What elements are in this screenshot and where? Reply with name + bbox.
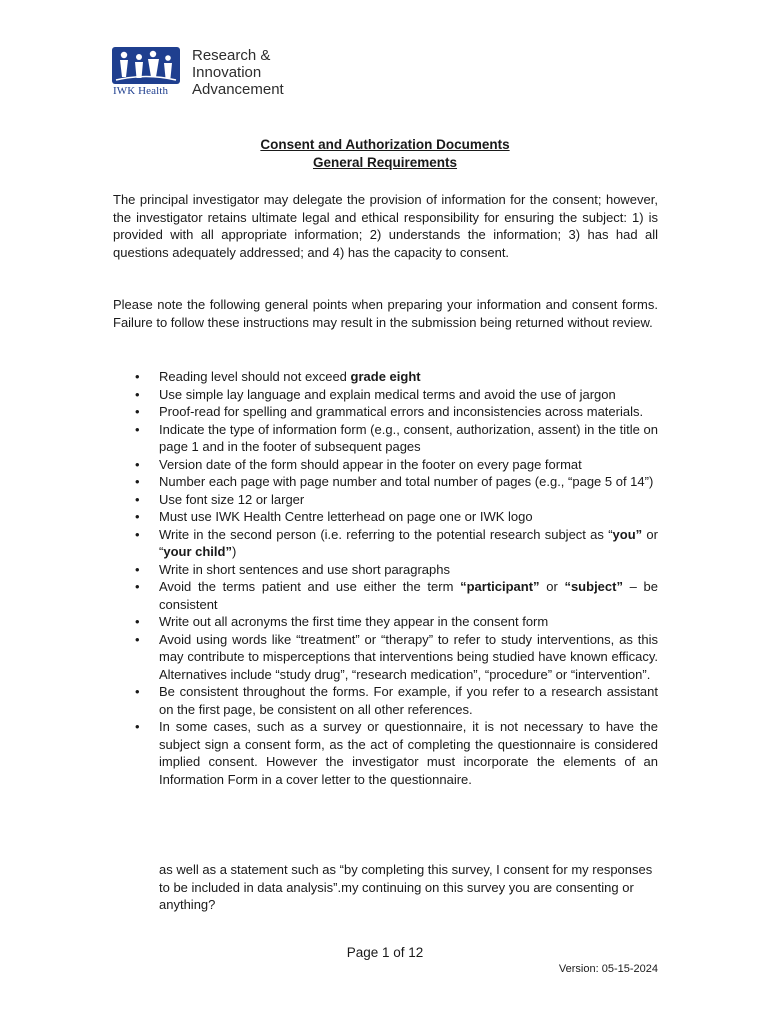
logo-line-3: Advancement: [192, 81, 284, 98]
list-item: • Number each page with page number and total number of pages (e.g., “page 5 of 14”): [135, 473, 658, 491]
note-paragraph: Please note the following general points when preparing your information and consent forms. Failure to follow these instructions may result in the submission being returned without review.: [113, 297, 658, 330]
document-title: Consent and Authorization Documents: [260, 137, 510, 152]
iwk-logo-mark-icon: [112, 47, 180, 84]
list-item: • Indicate the type of information form (e.g., consent, authorization, assent) in the title on page 1 and in the footer of subsequent pages: [135, 421, 658, 456]
list-item: • Write in short sentences and use short paragraphs: [135, 561, 658, 579]
list-item: • Reading level should not exceed grade eight: [135, 368, 658, 386]
document-subtitle: General Requirements: [312, 155, 458, 170]
logo-line-2: Innovation: [192, 64, 262, 81]
logo-org-name: IWK Health: [113, 85, 169, 97]
list-item: • Must use IWK Health Centre letterhead on page one or IWK logo: [135, 508, 658, 526]
list-item: • Use simple lay language and explain medical terms and avoid the use of jargon: [135, 386, 658, 404]
list-item: • Avoid the terms patient and use either the term “participant” or “subject” – be consistent: [135, 578, 658, 613]
logo-wordmark: [192, 47, 284, 98]
version-date: Version: 05-15-2024: [558, 963, 658, 975]
iwk-logo: [112, 47, 312, 99]
logo-line-1: Research &: [192, 47, 271, 64]
list-item: • Proof-read for spelling and grammatical errors and inconsistencies across materials.: [135, 403, 658, 421]
list-item: • In some cases, such as a survey or questionnaire, it is not necessary to have the subject sign a consent form, as the act of completing the questionnaire is considered implied consent. However the investigator must incorporate the elements of an Information Form in a cover letter to the questionnaire.: [135, 718, 658, 788]
list-item: • Be consistent throughout the forms. For example, if you refer to a research assistant on the first page, be consistent on all other references.: [135, 683, 658, 718]
requirements-list: [135, 368, 658, 788]
list-item: • Avoid using words like “treatment” or “therapy” to refer to study interventions, as this may contribute to misperceptions that interventions being studied have known efficacy. Alternatives include “study drug”, “research medication”, “procedure” or “intervention”.: [135, 631, 658, 684]
page-number: Page 1 of 12: [346, 945, 424, 960]
intro-paragraph: The principal investigator may delegate the provision of information for the consent; however, the investigator retains ultimate legal and ethical responsibility for ensuring the subject: 1) is provided with all appropriate information; 2) understands the information; 3) has had all questions adequately addressed; and 4) has the capacity to consent.: [113, 192, 658, 260]
list-item: • Write in the second person (i.e. referring to the potential research subject as “you” or “your child”): [135, 526, 658, 561]
list-item: • Version date of the form should appear in the footer on every page format: [135, 456, 658, 474]
list-item: • Write out all acronyms the first time they appear in the consent form: [135, 613, 658, 631]
survey-note: as well as a statement such as “by completing this survey, I consent for my responses to be included in data analysis”.my continuing on this survey you are consenting or anything?: [159, 862, 653, 912]
list-item: • Use font size 12 or larger: [135, 491, 658, 509]
